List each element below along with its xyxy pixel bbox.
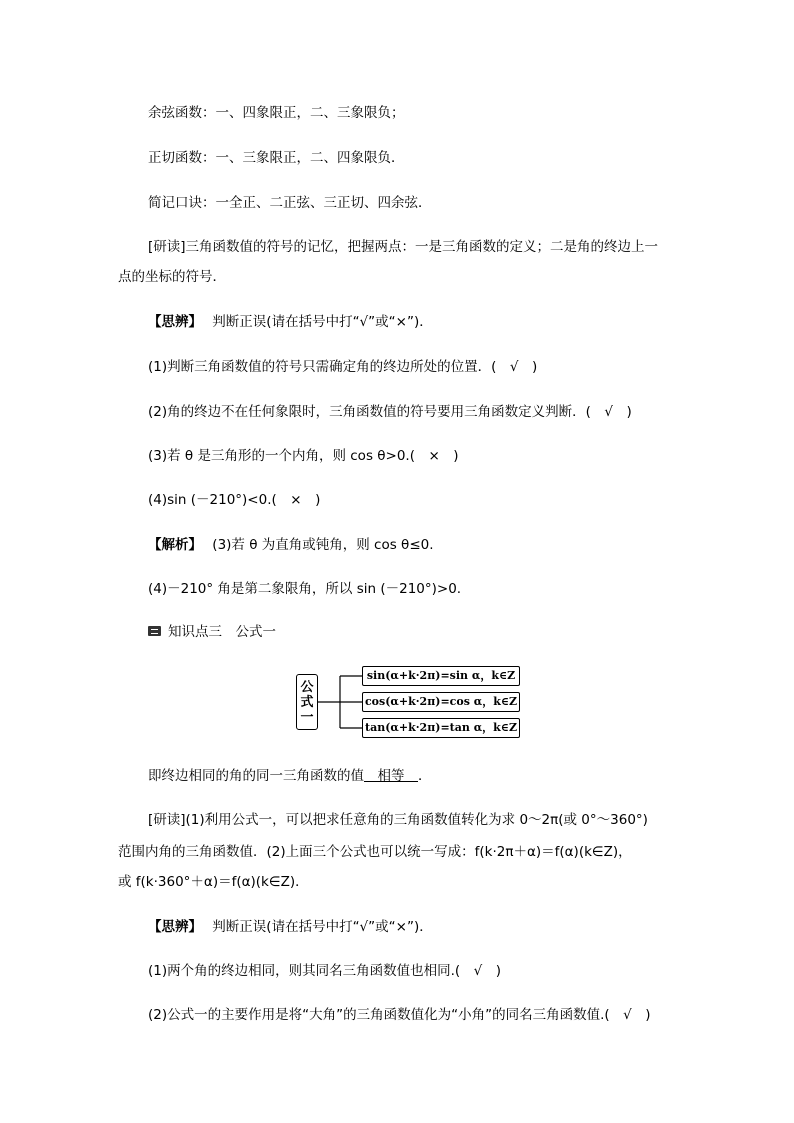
formula-tan: tan(α+k·2π)=tan α，k∈Z xyxy=(362,718,520,738)
sibian-2 xyxy=(148,918,433,936)
same-value-statement xyxy=(148,767,432,785)
head-char: 公 xyxy=(300,679,314,695)
yandu-note-2-cont2: 或 f(k·360°＋α)＝f(α)(k∈Z)． xyxy=(118,874,309,890)
sibian-text: 判断正误(请在括号中打“√”或“×”)． xyxy=(212,919,433,935)
head-char: 式 xyxy=(300,694,314,710)
mnemonic: 简记口诀：一全正、二正弦、三正切、四余弦． xyxy=(148,195,432,211)
pencil-note-icon xyxy=(148,626,161,636)
jiexi-2: (4)－210° 角是第二象限角，所以 sin (－210°)>0. xyxy=(148,581,462,597)
sibian-tag: 【思辨】 xyxy=(148,919,202,935)
cosine-sign-rule: 余弦函数：一、四象限正，二、三象限负； xyxy=(148,105,405,121)
sibian-tag: 【思辨】 xyxy=(148,314,202,330)
formula-cos: cos(α+k·2π)=cos α，k∈Z xyxy=(362,692,520,712)
question-6: (2)公式一的主要作用是将“大角”的三角函数值化为“小角”的同名三角函数值.( √ ) xyxy=(148,1007,651,1023)
question-2: (2)角的终边不在任何象限时，三角函数值的符号要用三角函数定义判断．( √ ) xyxy=(148,404,632,420)
formula-head-box xyxy=(296,674,318,730)
jiexi-text: (3)若 θ 为直角或钝角，则 cos θ≤0. xyxy=(212,537,434,553)
sibian-1 xyxy=(148,313,433,331)
head-char: 一 xyxy=(300,709,314,725)
question-3: (3)若 θ 是三角形的一个内角，则 cos θ>0.( × ) xyxy=(148,448,459,464)
bracket-connector xyxy=(318,660,364,742)
section-title: 知识点三 公式一 xyxy=(168,624,276,640)
question-4: (4)sin (－210°)<0.( × ) xyxy=(148,492,321,508)
same-value-suffix: ． xyxy=(418,768,432,784)
yandu-note-2-cont: 范围内角的三角函数值．(2)上面三个公式也可以统一写成：f(k·2π＋α)＝f(α)(k∈Z)， xyxy=(118,844,632,860)
question-5: (1)两个角的终边相同，则其同名三角函数值也相同.( √ ) xyxy=(148,963,502,979)
yandu-note-1-cont: 点的坐标的符号． xyxy=(118,269,226,285)
formula-sin: sin(α+k·2π)=sin α，k∈Z xyxy=(362,666,520,686)
jiexi xyxy=(148,536,434,554)
jiexi-tag: 【解析】 xyxy=(148,537,202,553)
question-1: (1)判断三角函数值的符号只需确定角的终边所处的位置．( √ ) xyxy=(148,359,538,375)
same-value-prefix: 即终边相同的角的同一三角函数的值 xyxy=(148,768,364,784)
formula-one-diagram xyxy=(296,660,526,742)
yandu-note-1: [研读]三角函数值的符号的记忆，把握两点：一是三角函数的定义；二是角的终边上一 xyxy=(148,239,659,255)
sibian-text: 判断正误(请在括号中打“√”或“×”)． xyxy=(212,314,433,330)
yandu-note-2: [研读](1)利用公式一，可以把求任意角的三角函数值转化为求 0～2π(或 0°～360°) xyxy=(148,812,648,828)
tangent-sign-rule: 正切函数：一、三象限正，二、四象限负． xyxy=(148,150,405,166)
same-value-answer: 相等 xyxy=(364,768,418,784)
